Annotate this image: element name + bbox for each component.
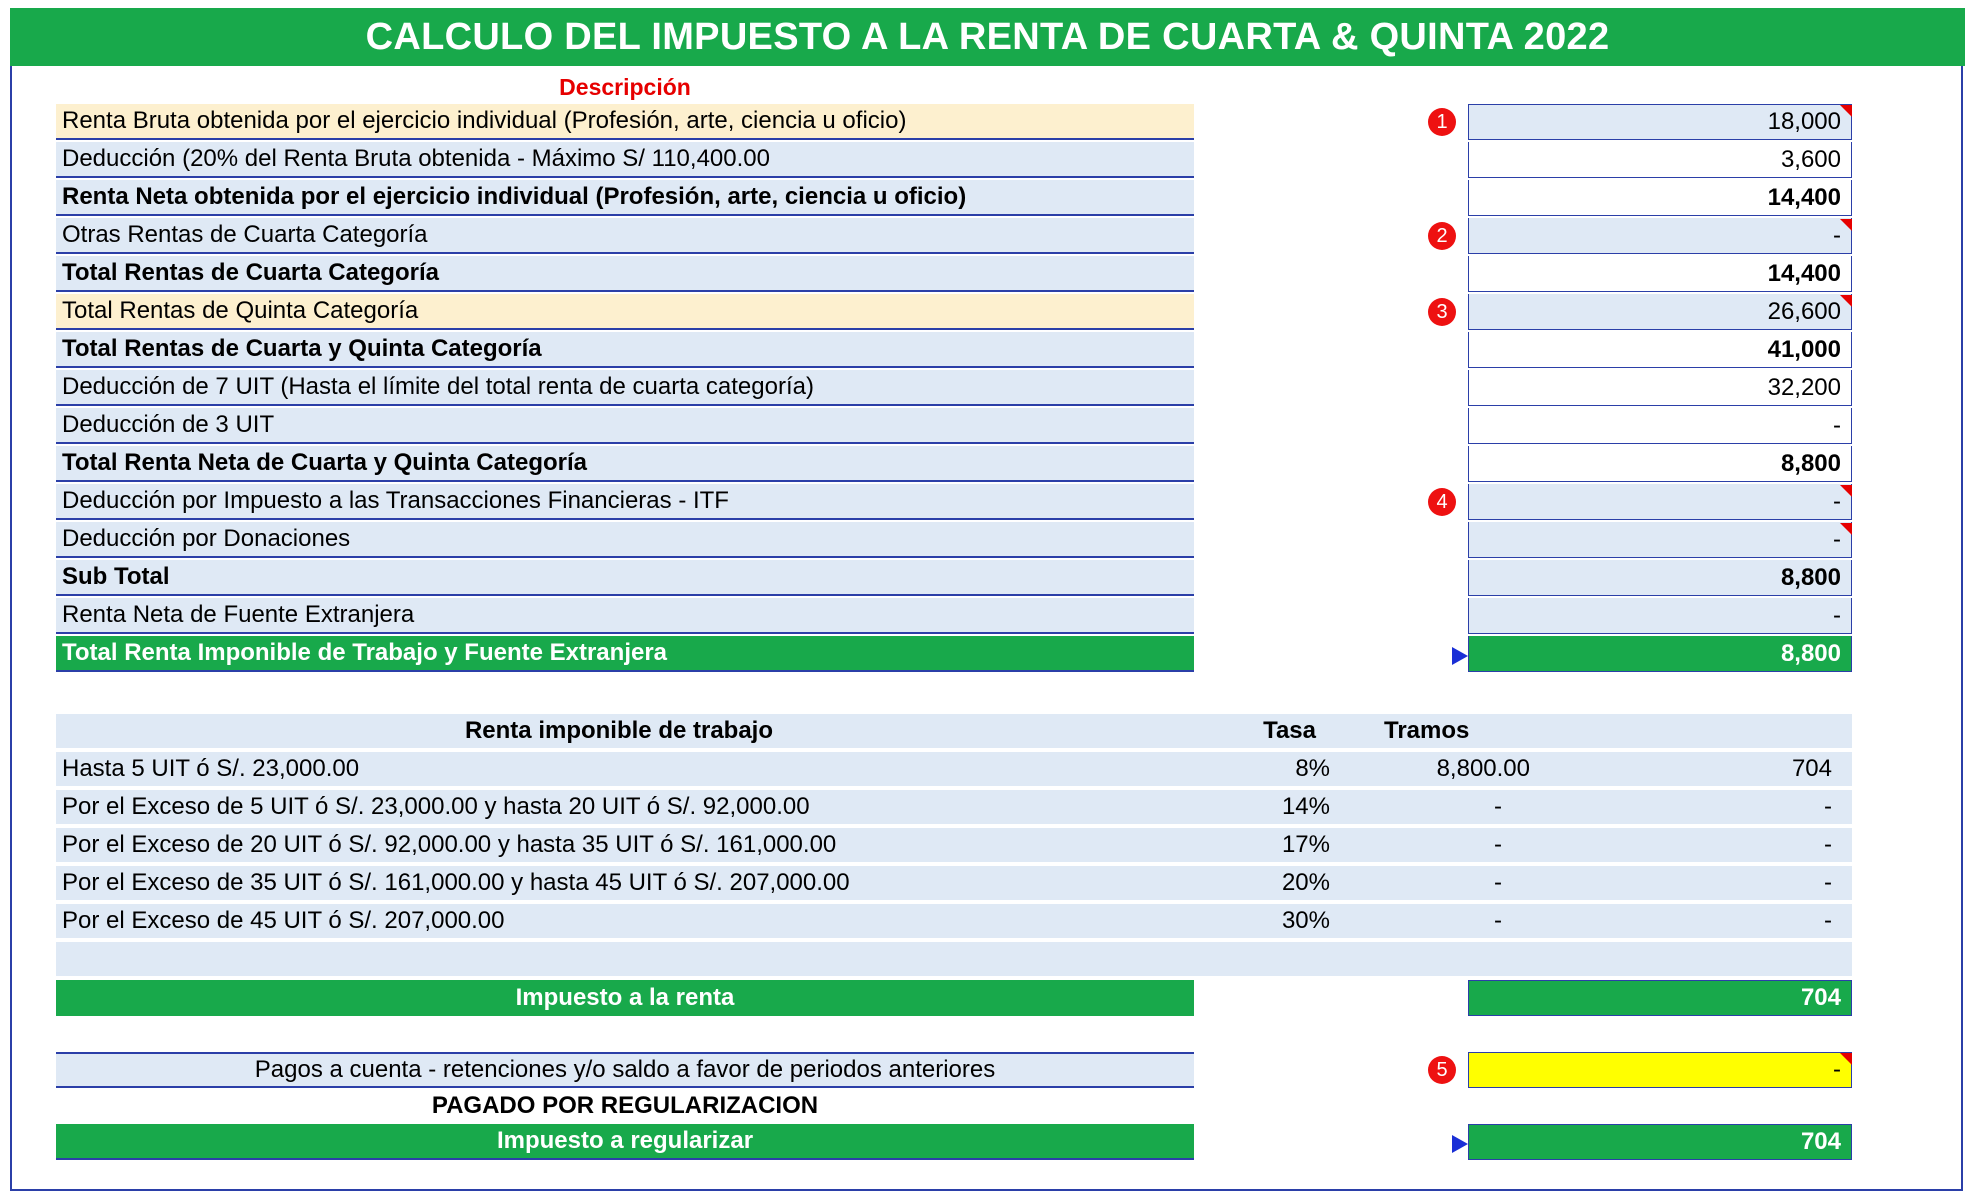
table-row-empty	[56, 942, 1852, 978]
row-subtotal-value[interactable]: 8,800	[1468, 560, 1852, 596]
bracket-amount[interactable]: -	[1824, 831, 1832, 858]
arrow-right-icon	[1452, 647, 1468, 665]
table-row	[56, 790, 1852, 826]
row-deduccion-3uit-label: Deducción de 3 UIT	[56, 408, 1194, 444]
impuesto-renta-label: Impuesto a la renta	[56, 980, 1194, 1016]
row-fuente-extranjera-value[interactable]: -	[1468, 598, 1852, 634]
comment-indicator-icon[interactable]	[1840, 485, 1852, 497]
row-total-renta-neta-label: Total Renta Neta de Cuarta y Quinta Categoría	[56, 446, 1194, 482]
comment-indicator-icon[interactable]	[1840, 105, 1852, 117]
row-renta-neta-value[interactable]: 14,400	[1468, 180, 1852, 216]
row-total-imponible-value[interactable]: 8,800	[1468, 636, 1852, 672]
row-subtotal-label: Sub Total	[56, 560, 1194, 596]
note-marker-5: 5	[1428, 1056, 1456, 1084]
bracket-label: Hasta 5 UIT ó S/. 23,000.00	[62, 755, 360, 782]
comment-indicator-icon[interactable]	[1840, 219, 1852, 231]
bracket-amount[interactable]: -	[1824, 907, 1832, 934]
impuesto-regularizar-value[interactable]: 704	[1468, 1124, 1852, 1160]
row-fuente-extranjera-label: Renta Neta de Fuente Extranjera	[56, 598, 1194, 634]
row-deduccion-3uit-value[interactable]: -	[1468, 408, 1852, 444]
bracket-amount[interactable]: 704	[1791, 755, 1832, 782]
comment-indicator-icon[interactable]	[1840, 523, 1852, 535]
row-renta-neta-label: Renta Neta obtenida por el ejercicio individual (Profesión, arte, ciencia u oficio)	[56, 180, 1194, 216]
row-itf-label: Deducción por Impuesto a las Transacciones Financieras - ITF	[56, 484, 1194, 520]
row-donaciones-value[interactable]: -	[1468, 522, 1852, 558]
impuesto-renta-value[interactable]: 704	[1468, 980, 1852, 1016]
bracket-label: Por el Exceso de 5 UIT ó S/. 23,000.00 y hasta 20 UIT ó S/. 92,000.00	[62, 793, 810, 820]
row-otras-rentas-label: Otras Rentas de Cuarta Categoría	[56, 218, 1194, 254]
table-row	[56, 752, 1852, 788]
pagos-cuenta-value[interactable]: -	[1468, 1052, 1852, 1088]
header-tramos: Tramos	[1384, 717, 1470, 744]
row-total-renta-neta-value[interactable]: 8,800	[1468, 446, 1852, 482]
row-total-cuarta-label: Total Rentas de Cuarta Categoría	[56, 256, 1194, 292]
table-row	[56, 828, 1852, 864]
pagos-cuenta-label: Pagos a cuenta - retenciones y/o saldo a favor de periodos anteriores	[56, 1052, 1194, 1088]
row-deduccion-20-value[interactable]: 3,600	[1468, 142, 1852, 178]
description-header: Descripción	[559, 74, 691, 100]
table-row	[56, 866, 1852, 902]
bracket-rate: 20%	[1281, 869, 1330, 896]
note-marker-2: 2	[1428, 222, 1456, 250]
pagado-regularizacion-label: PAGADO POR REGULARIZACION	[431, 1092, 819, 1119]
row-total-cuarta-value[interactable]: 14,400	[1468, 256, 1852, 292]
bracket-amount[interactable]: -	[1824, 793, 1832, 820]
row-total-cuarta-quinta-label: Total Rentas de Cuarta y Quinta Categoría	[56, 332, 1194, 368]
bracket-label: Por el Exceso de 35 UIT ó S/. 161,000.00 y hasta 45 UIT ó S/. 207,000.00	[62, 869, 850, 896]
row-total-imponible-label: Total Renta Imponible de Trabajo y Fuente Extranjera	[56, 636, 1194, 672]
comment-indicator-icon[interactable]	[1840, 1053, 1852, 1065]
bracket-label: Por el Exceso de 20 UIT ó S/. 92,000.00 y hasta 35 UIT ó S/. 161,000.00	[62, 831, 837, 858]
bracket-rate: 8%	[1295, 755, 1330, 782]
arrow-right-icon	[1452, 1135, 1468, 1153]
bracket-tramo[interactable]: -	[1494, 793, 1502, 820]
note-marker-1: 1	[1428, 108, 1456, 136]
note-marker-4: 4	[1428, 488, 1456, 516]
bracket-tramo[interactable]: 8,800.00	[1436, 755, 1530, 782]
bracket-rate: 17%	[1281, 831, 1330, 858]
bracket-tramo[interactable]: -	[1494, 907, 1502, 934]
row-itf-value[interactable]: -	[1468, 484, 1852, 520]
row-renta-bruta-label: Renta Bruta obtenida por el ejercicio individual (Profesión, arte, ciencia u oficio)	[56, 104, 1194, 140]
note-marker-3: 3	[1428, 298, 1456, 326]
header-tasa: Tasa	[1263, 717, 1316, 744]
comment-indicator-icon[interactable]	[1840, 295, 1852, 307]
bracket-rate: 14%	[1281, 793, 1330, 820]
row-donaciones-label: Deducción por Donaciones	[56, 522, 1194, 558]
bracket-rate: 30%	[1281, 907, 1330, 934]
bracket-tramo[interactable]: -	[1494, 831, 1502, 858]
bracket-label: Por el Exceso de 45 UIT ó S/. 207,000.00	[62, 907, 505, 934]
row-otras-rentas-value[interactable]: -	[1468, 218, 1852, 254]
row-renta-bruta-value[interactable]: 18,000	[1468, 104, 1852, 140]
table-row	[56, 904, 1852, 940]
bracket-table-header	[56, 714, 1852, 750]
sheet-title: CALCULO DEL IMPUESTO A LA RENTA DE CUARTA & QUINTA 2022	[10, 8, 1965, 66]
row-deduccion-7uit-value[interactable]: 32,200	[1468, 370, 1852, 406]
bracket-amount[interactable]: -	[1824, 869, 1832, 896]
row-deduccion-20-label: Deducción (20% del Renta Bruta obtenida - Máximo S/ 110,400.00	[56, 142, 1194, 178]
impuesto-regularizar-label: Impuesto a regularizar	[56, 1124, 1194, 1160]
row-total-quinta-label: Total Rentas de Quinta Categoría	[56, 294, 1194, 330]
bracket-tramo[interactable]: -	[1494, 869, 1502, 896]
row-total-cuarta-quinta-value[interactable]: 41,000	[1468, 332, 1852, 368]
row-total-quinta-value[interactable]: 26,600	[1468, 294, 1852, 330]
row-deduccion-7uit-label: Deducción de 7 UIT (Hasta el límite del total renta de cuarta categoría)	[56, 370, 1194, 406]
header-renta-imponible: Renta imponible de trabajo	[464, 717, 774, 744]
